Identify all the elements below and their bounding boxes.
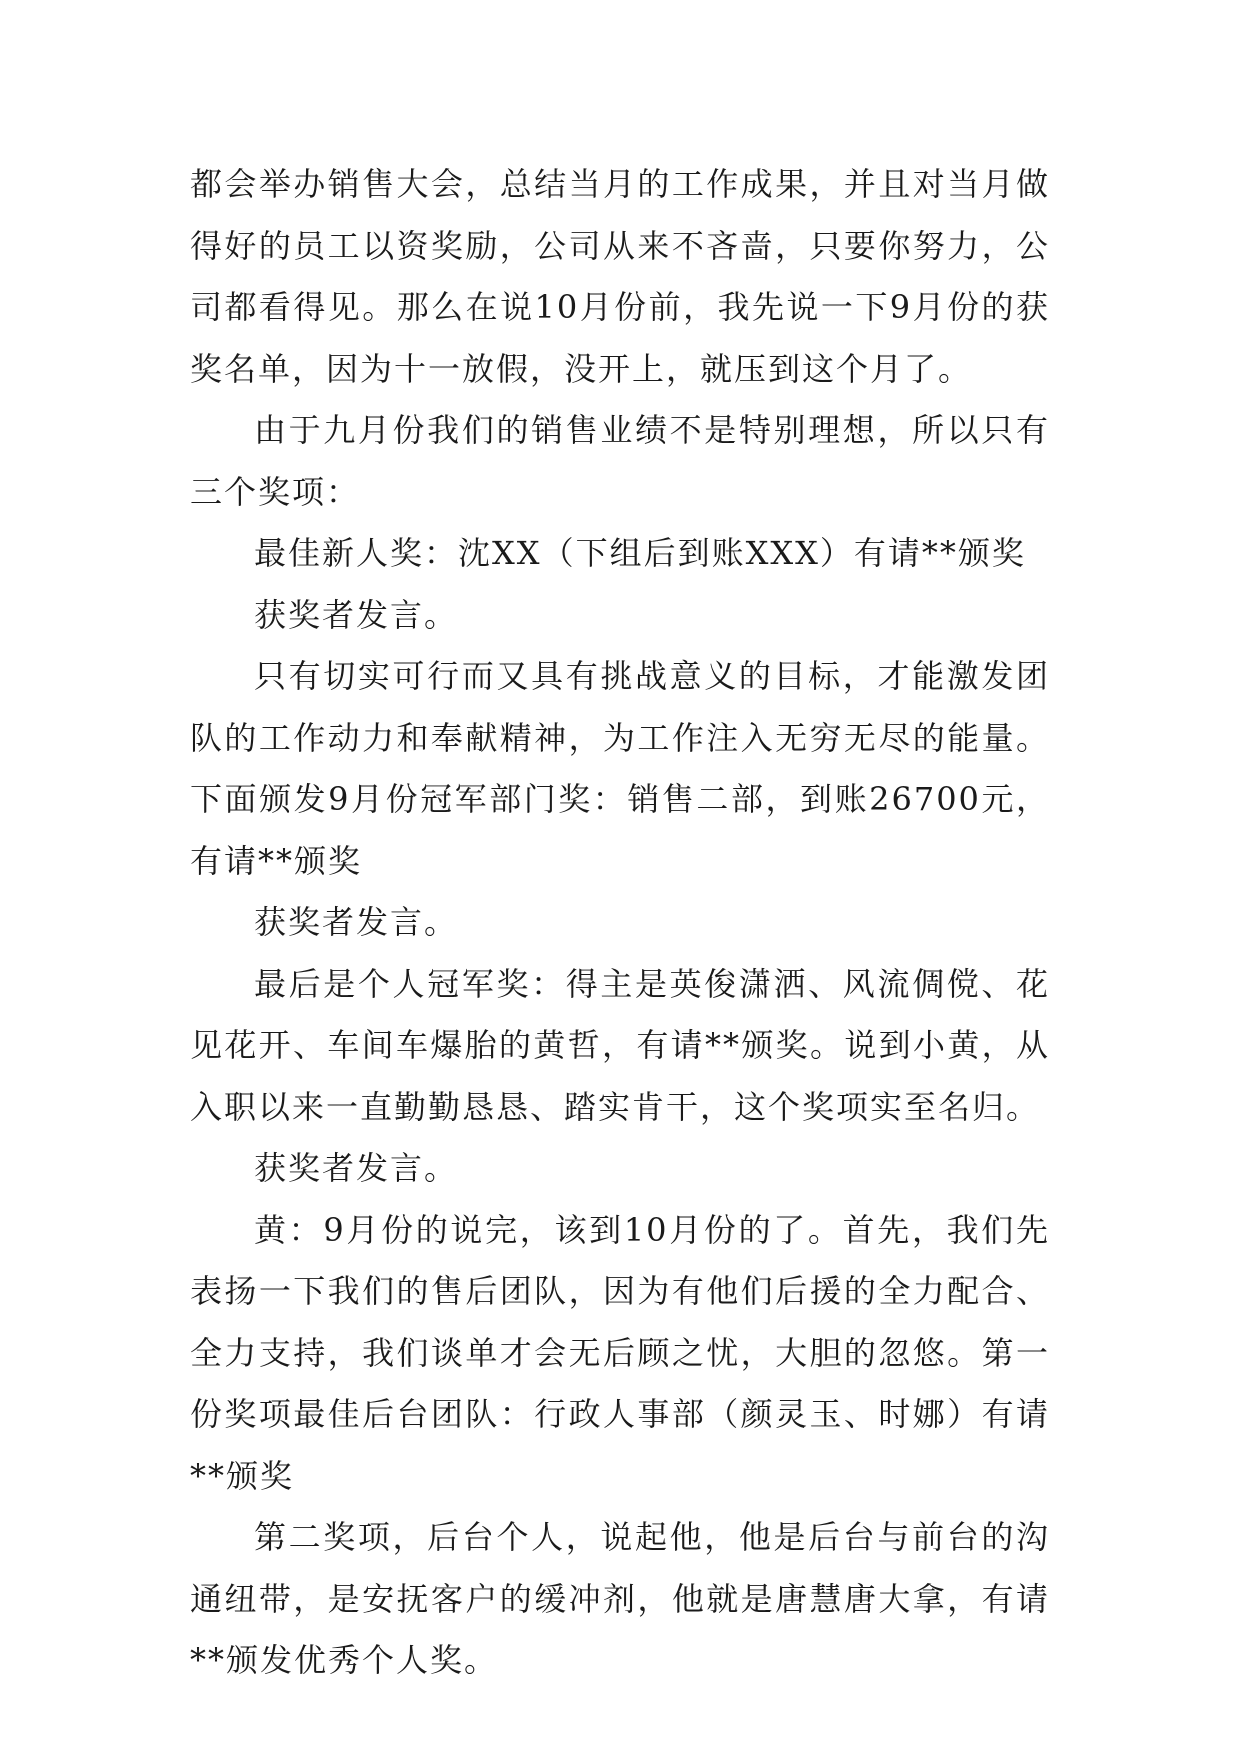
- document-body: [190, 154, 1050, 1692]
- paragraph-winner-speech: 获奖者发言。: [254, 1149, 459, 1187]
- paragraph-winner-speech: 获奖者发言。: [254, 595, 459, 634]
- paragraph-best-newcomer: 最佳新人奖：沈XX（下组后到账XXX）有请**颁奖: [254, 534, 1026, 572]
- paragraph-award-intro: 由于九月份我们的销售业绩不是特别理想，所以只有三个奖项：: [190, 411, 1050, 511]
- paragraph-champion-department: 只有切实可行而又具有挑战意义的目标，才能激发团队的工作动力和奉献精神，为工作注入无穷无尽的能量。下面颁发9月份冠军部门奖：销售二部，到账26700元，有请**颁奖: [190, 657, 1050, 880]
- paragraph-winner-speech: 获奖者发言。: [254, 903, 459, 941]
- paragraph-continuation: 都会举办销售大会，总结当月的工作成果，并且对当月做得好的员工以资奖励，公司从来不吝啬，只要你努力，公司都看得见。那么在说10月份前，我先说一下9月份的获奖名单，因为十一放假，没开上，就压到这个月了。: [190, 165, 1050, 388]
- paragraph-october-awards: 黄：9月份的说完，该到10月份的了。首先，我们先表扬一下我们的售后团队，因为有他们后援的全力配合、全力支持，我们谈单才会无后顾之忧，大胆的忽悠。第一份奖项最佳后台团队：行政人事部（颜灵玉、时娜）有请**颁奖: [190, 1210, 1050, 1495]
- paragraph-individual-champion: 最后是个人冠军奖：得主是英俊潇洒、风流倜傥、花见花开、车间车爆胎的黄哲，有请**颁奖。说到小黄，从入职以来一直勤勤恳恳、踏实肯干，这个奖项实至名归。: [190, 964, 1050, 1126]
- paragraph-backend-individual: 第二奖项，后台个人，说起他，他是后台与前台的沟通纽带，是安抚客户的缓冲剂，他就是唐慧唐大拿，有请**颁发优秀个人奖。: [190, 1518, 1050, 1679]
